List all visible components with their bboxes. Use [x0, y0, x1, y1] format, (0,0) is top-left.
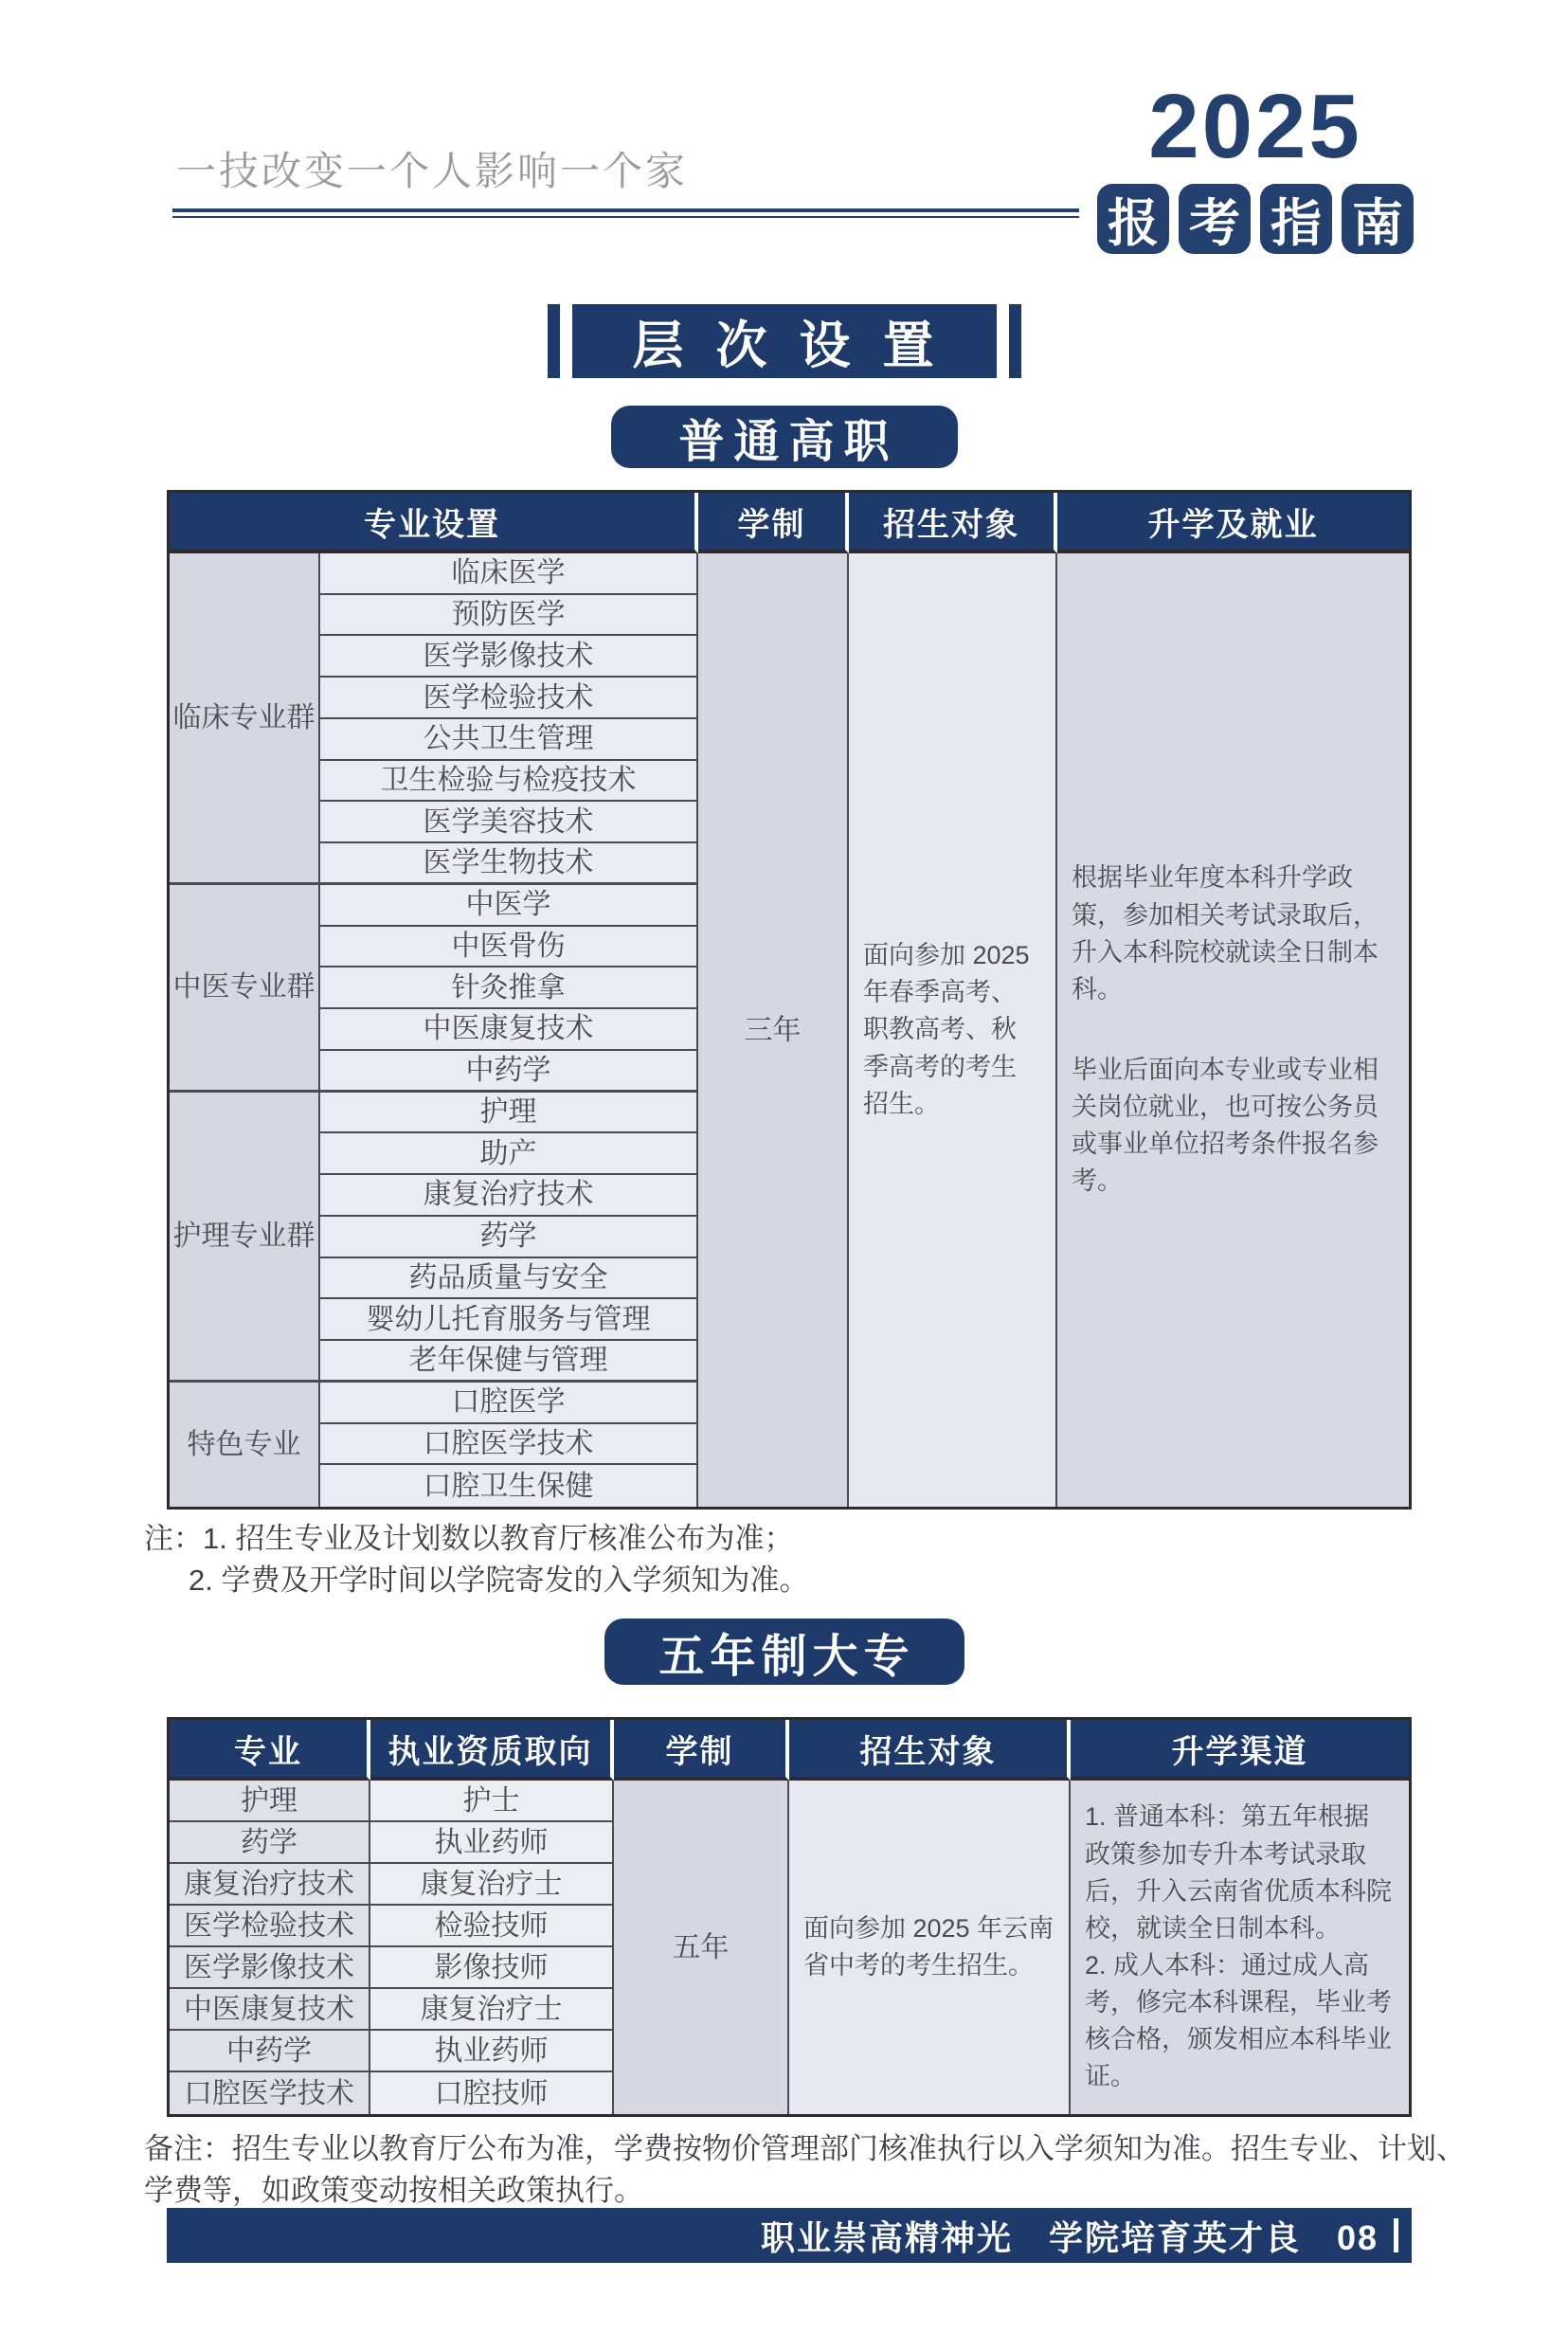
year-guide-logo — [1097, 76, 1414, 254]
header-divider-line — [172, 208, 1079, 218]
t2-major-cell: 护理 — [170, 1781, 370, 1822]
t2-qualification-cell: 检验技师 — [370, 1906, 614, 1947]
logo-tile: 考 — [1179, 184, 1251, 254]
t2-target-cell — [789, 1781, 1071, 2114]
t1-major-cell: 药品质量与安全 — [320, 1258, 698, 1300]
t2-major-cell: 医学检验技术 — [170, 1906, 370, 1947]
t1-note-line: 注：1. 招生专业及计划数以教育厅核准公布为准； — [144, 1522, 794, 1555]
t1-note-line: 2. 学费及开学时间以学院寄发的入学须知为准。 — [189, 1564, 809, 1598]
t2-duration-cell: 五年 — [614, 1781, 789, 2114]
t2-qualification-cell: 执业药师 — [370, 1822, 614, 1864]
t2-qualification-cell: 护士 — [370, 1781, 614, 1822]
t1-major-cell: 口腔卫生保健 — [320, 1465, 698, 1507]
t1-header-pathway: 升学及就业 — [1057, 493, 1409, 553]
t2-header-2: 学制 — [614, 1720, 789, 1781]
t2-header-3: 招生对象 — [789, 1720, 1071, 1781]
t1-major-cell: 口腔医学技术 — [320, 1424, 698, 1466]
banner-left-bar — [548, 304, 560, 378]
t1-major-cell: 中医学 — [320, 885, 698, 927]
t1-header-duration: 学制 — [698, 493, 849, 553]
header-slogan: 一技改变一个人影响一个家 — [176, 149, 689, 193]
logo-tile-row — [1097, 184, 1414, 254]
t2-header-0: 专业 — [170, 1720, 370, 1781]
t2-qualification-cell: 口腔技师 — [370, 2072, 614, 2114]
banner-right-bar — [1009, 304, 1021, 378]
logo-tile: 报 — [1097, 184, 1169, 254]
t1-major-cell: 中医康复技术 — [320, 1009, 698, 1051]
t2-remark-line: 学费等，如政策变动按相关政策执行。 — [144, 2174, 643, 2208]
gaozhi-table — [167, 490, 1412, 1510]
t1-major-cell: 护理 — [320, 1093, 698, 1134]
badge-five-year-college: 五年制大专 — [604, 1619, 964, 1685]
t1-major-cell: 助产 — [320, 1133, 698, 1175]
t1-group-cell: 临床专业群 — [170, 553, 320, 885]
t2-header-4: 升学渠道 — [1071, 1720, 1409, 1781]
t1-pathway-cell-paragraph: 根据毕业年度本科升学政策，参加相关考试录取后，升入本科院校就读全日制本科。 — [1072, 863, 1379, 1004]
t1-pathway-cell — [1057, 553, 1409, 1507]
t2-qualification-cell: 康复治疗士 — [370, 1989, 614, 2031]
t2-header-1: 执业资质取向 — [370, 1720, 614, 1781]
gaozhi-notes — [144, 1518, 808, 1601]
logo-tile: 南 — [1342, 184, 1414, 254]
t1-major-cell: 公共卫生管理 — [320, 719, 698, 761]
t2-target-cell-paragraph: 面向参加 2025 年云南省中考的考生招生。 — [803, 1913, 1054, 1980]
t1-major-cell: 康复治疗技术 — [320, 1175, 698, 1217]
t1-target-cell — [849, 553, 1057, 1507]
t1-major-cell: 中医骨伤 — [320, 927, 698, 968]
t2-remark-line: 备注：招生专业以教育厅公布为准，学费按物价管理部门核准执行以入学须知为准。招生专业、计划、 — [144, 2132, 1466, 2165]
t1-major-cell: 预防医学 — [320, 595, 698, 637]
t2-pathway-cell — [1071, 1781, 1409, 2114]
section-title: 层次设置 — [572, 304, 997, 378]
t2-major-cell: 中医康复技术 — [170, 1989, 370, 2031]
t1-major-cell: 医学美容技术 — [320, 802, 698, 843]
t2-major-cell: 药学 — [170, 1822, 370, 1864]
t1-group-cell: 护理专业群 — [170, 1093, 320, 1383]
logo-year: 2025 — [1148, 76, 1362, 177]
section-title-banner — [0, 304, 1568, 378]
logo-tile: 指 — [1260, 184, 1332, 254]
t1-major-cell: 卫生检验与检疫技术 — [320, 761, 698, 803]
wunian-table — [167, 1717, 1412, 2117]
t1-major-cell: 临床医学 — [320, 553, 698, 595]
t1-header-major-setup: 专业设置 — [170, 493, 698, 553]
footer-motto: 职业崇高精神光 学院培育英才良 08 — [760, 2217, 1379, 2257]
t2-pathway-cell-paragraph: 2. 成人本科：通过成人高考，修完本科课程，毕业考核合格，颁发相应本科毕业证。 — [1085, 1951, 1392, 2091]
t2-major-cell: 医学影像技术 — [170, 1947, 370, 1989]
t1-major-cell: 中药学 — [320, 1051, 698, 1093]
t1-duration-cell: 三年 — [698, 553, 849, 1507]
footer-end-bar — [1394, 2218, 1398, 2252]
t1-major-cell: 婴幼儿托育服务与管理 — [320, 1299, 698, 1341]
t1-major-cell: 医学影像技术 — [320, 636, 698, 678]
t1-major-cell: 针灸推拿 — [320, 968, 698, 1009]
t1-major-cell: 医学检验技术 — [320, 678, 698, 719]
t2-qualification-cell: 执业药师 — [370, 2031, 614, 2072]
t2-qualification-cell: 影像技师 — [370, 1947, 614, 1989]
t1-group-cell: 中医专业群 — [170, 885, 320, 1093]
t1-major-cell: 药学 — [320, 1217, 698, 1258]
t2-pathway-cell-paragraph: 1. 普通本科：第五年根据政策参加专升本考试录取后，升入云南省优质本科院校，就读全日制本科。 — [1085, 1802, 1392, 1943]
t2-major-cell: 康复治疗技术 — [170, 1864, 370, 1906]
t1-header-target: 招生对象 — [849, 493, 1057, 553]
badge-regular-college: 普通高职 — [610, 406, 957, 468]
t2-major-cell: 中药学 — [170, 2031, 370, 2072]
t2-qualification-cell: 康复治疗士 — [370, 1864, 614, 1906]
t1-target-cell-paragraph: 面向参加 2025 年春季高考、职教高考、秋季高考的考生招生。 — [863, 941, 1030, 1118]
t1-pathway-cell-paragraph: 毕业后面向本专业或专业相关岗位就业，也可按公务员或事业单位招考条件报名参考。 — [1072, 1056, 1379, 1196]
t1-major-cell: 口腔医学 — [320, 1383, 698, 1424]
wunian-remark — [144, 2128, 1470, 2212]
t1-group-cell: 特色专业 — [170, 1383, 320, 1507]
t1-major-cell: 医学生物技术 — [320, 843, 698, 885]
footer-bar — [167, 2208, 1412, 2263]
t2-major-cell: 口腔医学技术 — [170, 2072, 370, 2114]
t1-major-cell: 老年保健与管理 — [320, 1341, 698, 1383]
